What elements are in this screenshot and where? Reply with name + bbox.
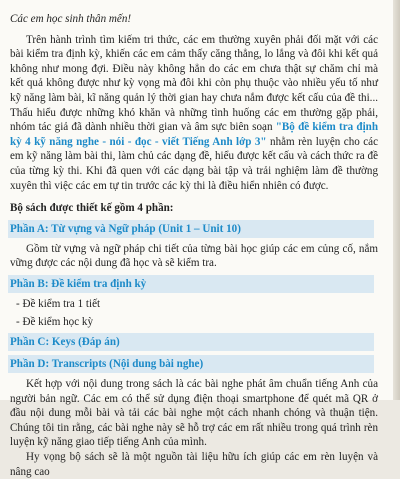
intro-text: Trên hành trình tìm kiếm tri thức, các em thường xuyên phải đối mặt với các bài kiểm tra định kỳ, khiến các em cảm thấy căng thẳng, lo lắng và đôi khi kết quả không như mong đợi. Điều này không hẳn do các em chưa thật sự chăm chỉ mà kết quả không được như kỳ vọng mà đôi khi còn phụ thuộc vào nhiều yếu tố như kỹ năng làm bài, kĩ năng quản lý thời gian hay chưa nắm được kết cấu của đề thi... Thấu hiểu được những khó khăn và những tình huống các em thường gặp phải, nhóm tác giả đã dành nhiều thời gian và âm sực biên soạn [10,33,378,134]
part-d-title: Phần D: Transcripts (Nội dung bài nghe) [8,355,374,373]
book-structure-heading: Bộ sách được thiết kế gồm 4 phần: [10,202,174,215]
intro-text-2: nhằm rèn luyện cho các em kỹ năng làm bài thi, làm chủ các dạng đề, hiểu được kết cấu và cách thức ra đề của từng kỳ thi. Khi đã quen với các dạng bài tập và trải nghiệm làm đề thường xuyên thì việc các em tự tin trước các kỳ thi là điều hiển nhiên có được. [10,135,378,192]
greeting: Các em học sinh thân mến! [10,13,132,25]
part-b-title: Phần B: Đề kiểm tra định kỳ [8,275,374,293]
book-title: "Bộ đề kiểm tra định kỳ 4 kỹ năng nghe - nói - đọc - viết Tiếng Anh lớp 3" [10,121,378,148]
book-spine-shadow [393,0,400,400]
part-d-text: Kết hợp với nội dung trong sách là các bài nghe phát âm chuẩn tiếng Anh của người bản ngữ. Các em có thể sử dụng điện thoại smartphone để quét mã QR ở đầu nội dung mỗi bài và tải các bài nghe một cách nhanh chóng và thuận tiện. Chúng tôi tin rằng, các bài nghe này sẽ hỗ trợ các em rất nhiều trong quá trình rèn luyện kỹ năng giao tiếp tiếng Anh của mình. [10,378,378,449]
closing-text: Hy vọng bộ sách sẽ là một nguồn tài liệu hữu ích giúp các em rèn luyện và nâng cao [10,451,378,478]
part-b-item-2: - Đề kiểm học kỳ [16,315,94,328]
part-c-title: Phần C: Keys (Đáp án) [8,333,374,351]
part-a-text: Gồm từ vựng và ngữ pháp chi tiết của từng bài học giúp các em củng cố, nắm vững được các nội dung đã học và sẽ kiểm tra. [10,242,378,270]
part-a-title: Phần A: Từ vựng và Ngữ pháp (Unit 1 – Unit 10) [8,220,374,238]
part-b-item-1: - Đề kiểm tra 1 tiết [16,297,101,310]
intro-paragraph [10,33,378,194]
